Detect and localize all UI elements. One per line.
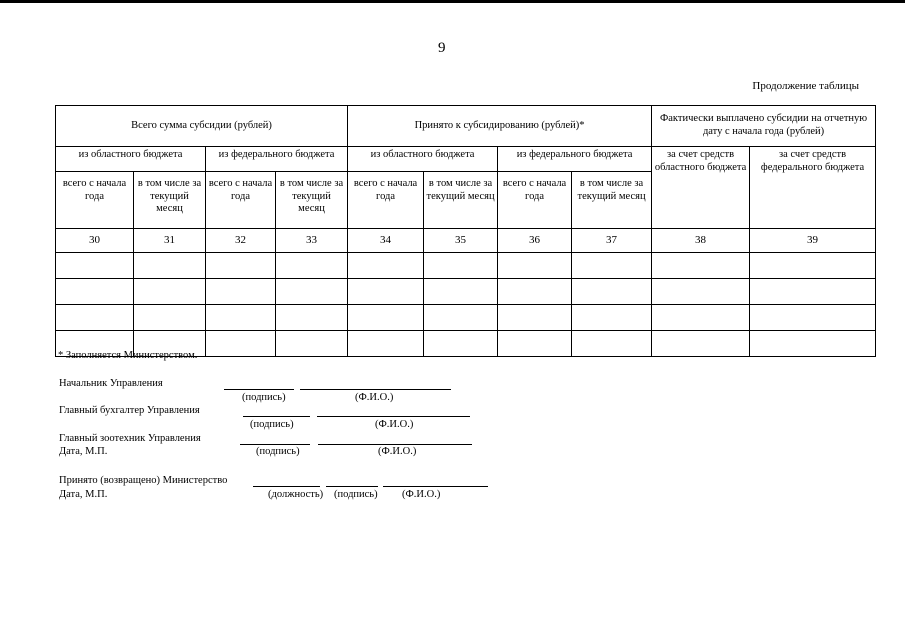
empty-cell bbox=[56, 279, 134, 305]
empty-cell bbox=[206, 331, 276, 357]
sub-header: всего с начала года bbox=[348, 172, 424, 229]
column-number: 33 bbox=[276, 229, 348, 253]
table-row bbox=[56, 253, 876, 279]
table-row bbox=[56, 279, 876, 305]
empty-cell bbox=[424, 279, 498, 305]
empty-cell bbox=[750, 305, 876, 331]
empty-cell bbox=[424, 305, 498, 331]
budget-header: из областного бюджета bbox=[348, 147, 498, 172]
name-line bbox=[383, 486, 488, 487]
group-header-accepted: Принято к субсидированию (рублей)* bbox=[348, 106, 652, 147]
signature-line bbox=[243, 416, 310, 417]
head-label: Начальник Управления bbox=[59, 378, 163, 389]
zootech-label: Главный зоотехник Управления bbox=[59, 433, 201, 444]
position-line bbox=[253, 486, 320, 487]
budget-header: из областного бюджета bbox=[56, 147, 206, 172]
group-header-total: Всего сумма субсидии (рублей) bbox=[56, 106, 348, 147]
signature-caption: (подпись) bbox=[256, 446, 300, 457]
empty-cell bbox=[348, 331, 424, 357]
subsidy-table bbox=[55, 105, 876, 357]
signature-caption: (подпись) bbox=[242, 392, 286, 403]
top-border-line bbox=[0, 0, 905, 3]
empty-cell bbox=[348, 253, 424, 279]
column-number: 34 bbox=[348, 229, 424, 253]
signature-caption: (подпись) bbox=[250, 419, 294, 430]
empty-cell bbox=[498, 305, 572, 331]
empty-cell bbox=[134, 279, 206, 305]
empty-cell bbox=[134, 305, 206, 331]
table-row bbox=[56, 305, 876, 331]
name-line bbox=[318, 444, 472, 445]
signature-line bbox=[240, 444, 310, 445]
fio-caption: (Ф.И.О.) bbox=[402, 489, 441, 500]
signature-line bbox=[326, 486, 378, 487]
fio-caption: (Ф.И.О.) bbox=[378, 446, 417, 457]
name-line bbox=[300, 389, 451, 390]
column-number: 39 bbox=[750, 229, 876, 253]
empty-cell bbox=[276, 253, 348, 279]
budget-header: за счет средств областного бюджета bbox=[652, 147, 750, 229]
budget-header: из федерального бюджета bbox=[498, 147, 652, 172]
budget-header: из федерального бюджета bbox=[206, 147, 348, 172]
signature-caption: (подпись) bbox=[334, 489, 378, 500]
empty-cell bbox=[750, 279, 876, 305]
sub-header: в том числе за текущий месяц bbox=[134, 172, 206, 229]
empty-cell bbox=[206, 279, 276, 305]
column-number: 36 bbox=[498, 229, 572, 253]
empty-cell bbox=[652, 253, 750, 279]
empty-cell bbox=[348, 279, 424, 305]
empty-cell bbox=[572, 279, 652, 305]
column-number: 30 bbox=[56, 229, 134, 253]
empty-cell bbox=[652, 331, 750, 357]
table-continuation-label: Продолжение таблицы bbox=[752, 80, 859, 92]
empty-cell bbox=[652, 305, 750, 331]
empty-cell bbox=[498, 279, 572, 305]
sub-header: в том числе за текущий месяц bbox=[424, 172, 498, 229]
fio-caption: (Ф.И.О.) bbox=[355, 392, 394, 403]
empty-cell bbox=[206, 305, 276, 331]
sub-header: в том числе за текущий месяц bbox=[276, 172, 348, 229]
sub-header: в том числе за текущий месяц bbox=[572, 172, 652, 229]
empty-cell bbox=[750, 331, 876, 357]
fio-caption: (Ф.И.О.) bbox=[375, 419, 414, 430]
empty-cell bbox=[276, 279, 348, 305]
sub-header: всего с начала года bbox=[56, 172, 134, 229]
position-caption: (должность) bbox=[268, 489, 324, 500]
empty-cell bbox=[424, 253, 498, 279]
empty-cell bbox=[572, 305, 652, 331]
empty-cell bbox=[56, 305, 134, 331]
page-number: 9 bbox=[438, 40, 446, 56]
signature-line bbox=[224, 389, 294, 390]
accountant-label: Главный бухгалтер Управления bbox=[59, 405, 200, 416]
sub-header: всего с начала года bbox=[498, 172, 572, 229]
accepted-label: Принято (возвращено) Министерство bbox=[59, 475, 228, 486]
empty-cell bbox=[424, 331, 498, 357]
footnote: * Заполняется Министерством. bbox=[58, 350, 198, 361]
empty-cell bbox=[276, 331, 348, 357]
column-number: 32 bbox=[206, 229, 276, 253]
group-header-paid: Фактически выплачено субсидии на отчетную дату с начала года (рублей) bbox=[652, 106, 876, 147]
empty-cell bbox=[652, 279, 750, 305]
empty-cell bbox=[206, 253, 276, 279]
empty-cell bbox=[572, 331, 652, 357]
sub-header: всего с начала года bbox=[206, 172, 276, 229]
date-label: Дата, М.П. bbox=[59, 446, 108, 457]
empty-cell bbox=[134, 253, 206, 279]
empty-cell bbox=[498, 253, 572, 279]
column-number: 38 bbox=[652, 229, 750, 253]
empty-cell bbox=[750, 253, 876, 279]
empty-cell bbox=[348, 305, 424, 331]
column-number: 35 bbox=[424, 229, 498, 253]
column-number: 31 bbox=[134, 229, 206, 253]
column-number-row bbox=[56, 229, 876, 253]
empty-cell bbox=[276, 305, 348, 331]
empty-cell bbox=[498, 331, 572, 357]
empty-cell bbox=[572, 253, 652, 279]
name-line bbox=[317, 416, 470, 417]
budget-header: за счет средств федерального бюджета bbox=[750, 147, 876, 229]
column-number: 37 bbox=[572, 229, 652, 253]
date-label: Дата, М.П. bbox=[59, 489, 108, 500]
empty-cell bbox=[56, 253, 134, 279]
